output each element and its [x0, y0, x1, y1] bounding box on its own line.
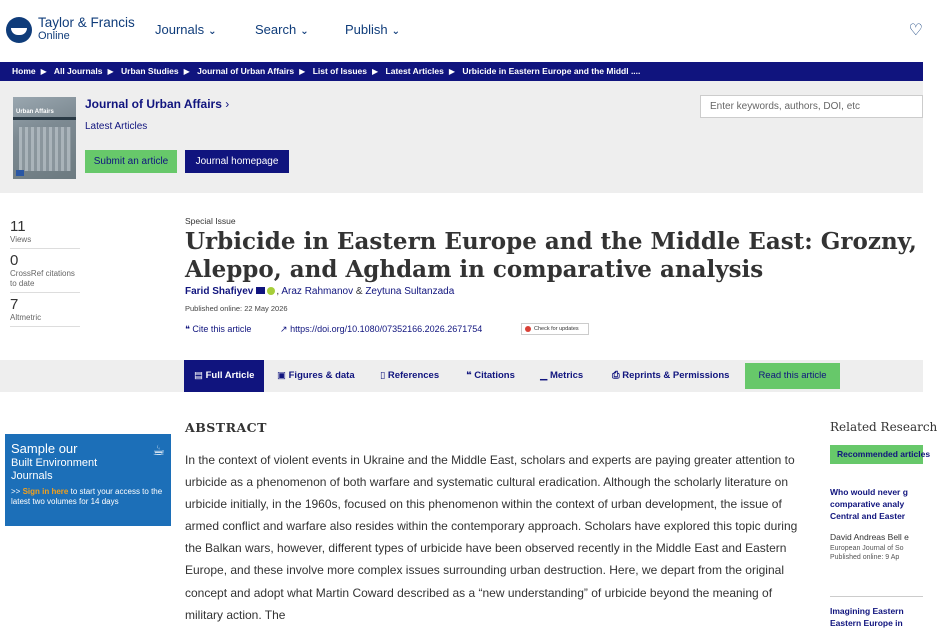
top-navigation — [0, 0, 923, 62]
tab-full-article[interactable]: ▤ Full Article — [184, 360, 264, 392]
related-article[interactable] — [830, 605, 923, 629]
submit-article-button[interactable]: Submit an article — [85, 150, 177, 173]
breadcrumb-all-journals[interactable]: All Journals — [53, 66, 103, 76]
search-input[interactable]: Enter keywords, authors, DOI, etc — [700, 95, 923, 118]
related-article-title-line: Central and Easter — [830, 511, 906, 521]
image-icon: ▣ — [277, 370, 286, 381]
published-date: Published online: 22 May 2026 — [185, 304, 288, 313]
crossref-label: CrossRef citations to date — [10, 269, 80, 293]
nav-publish[interactable]: Publish ⌄ — [345, 22, 401, 37]
author-link[interactable]: Zeytuna Sultanzada — [365, 286, 455, 297]
promo-line-1: Sample our — [11, 441, 78, 456]
views-label: Views — [10, 235, 80, 249]
triangle-right-icon: ▶ — [183, 67, 190, 76]
related-article-journal: European Journal of So — [830, 545, 904, 552]
breadcrumb-journal[interactable]: Journal of Urban Affairs — [197, 66, 295, 76]
user-icon[interactable]: ♡ — [908, 22, 923, 39]
tab-citations[interactable]: ❝ Citations — [466, 370, 515, 381]
breadcrumb-list-of-issues[interactable]: List of Issues — [312, 66, 368, 76]
promo-banner[interactable] — [5, 434, 171, 526]
triangle-right-icon: ▶ — [372, 67, 379, 76]
promo-body: >> Sign in here to start your access to the latest two volumes for 14 days — [11, 487, 163, 506]
chevron-down-icon: ⌄ — [208, 26, 217, 37]
read-article-button[interactable]: Read this article — [745, 363, 840, 389]
chevron-down-icon: ⌄ — [391, 26, 401, 37]
cover-title: Urban Affairs — [16, 109, 54, 115]
tab-figures-data[interactable]: ▣ Figures & data — [277, 370, 355, 381]
logo-main-text: Taylor & Francis — [38, 15, 135, 30]
quote-icon: ❝ — [185, 324, 190, 334]
sign-in-link[interactable]: Sign in here — [22, 487, 69, 496]
teacup-icon: ☕ — [152, 442, 165, 458]
tab-metrics[interactable]: ▁ Metrics — [540, 370, 584, 381]
bar-chart-icon: ▁ — [540, 370, 548, 381]
external-link-icon: ↗ — [280, 324, 288, 334]
promo-line-2: Built Environment — [11, 457, 98, 469]
views-count: 11 — [10, 218, 26, 235]
nav-search[interactable]: Search ⌄ — [255, 22, 309, 37]
nav-journals[interactable]: Journals ⌄ — [155, 22, 217, 37]
document-icon: ▤ — [194, 370, 203, 381]
doi-link[interactable]: ↗ https://doi.org/10.1080/07352166.2026.2671754 — [280, 324, 483, 334]
related-article-title-line: comparative analy — [830, 499, 905, 509]
cite-article-link[interactable]: ❝ Cite this article — [185, 324, 252, 334]
breadcrumb-current: Urbicide in Eastern Europe and the Middl .... — [462, 66, 641, 76]
triangle-right-icon: ▶ — [107, 67, 114, 76]
breadcrumb-latest-articles[interactable]: Latest Articles — [385, 66, 444, 76]
article-title: Urbicide in Eastern Europe and the Middle East: Grozny, Aleppo, and Aghdam in comparative analysis — [185, 228, 917, 283]
abstract-text: In the context of violent events in Ukraine and the Middle East, scholars and experts are paying greater attention to urbicide as a phenomenon of both warfare and systematic cultural eradication. Although the scholarly literature on urbicide initially, in the 1960s, focused on this phenomenon within the context of urban development, the issue of armed conflict and warfare also resides within the contemporary approach. Scholars have explored this topic during the Balkan wars, however, different types of urbicide have been observed recently in the Middle East and Eastern Europe, and these involve more complex issues surrounding urban destruction. Here, we depart from the original concept and adopt what Martin Coward described as a “new understanding” of urbicide beyond the meaning of military action. The — [185, 453, 798, 622]
orcid-icon[interactable] — [267, 287, 275, 295]
check-for-updates-button[interactable]: Check for updates — [521, 323, 589, 335]
related-article-author: David Andreas Bell e — [830, 532, 909, 542]
altmetric-count: 7 — [10, 296, 19, 313]
related-research-heading: Related Research — [830, 420, 937, 434]
abstract-heading: ABSTRACT — [185, 420, 267, 435]
article-metrics-sidebar — [10, 219, 80, 331]
journal-title-link[interactable]: Journal of Urban Affairs › — [85, 97, 230, 111]
journal-homepage-button[interactable]: Journal homepage — [185, 150, 289, 173]
tab-references[interactable]: ▯ References — [380, 370, 440, 381]
breadcrumb-home[interactable]: Home — [12, 66, 36, 76]
quote-icon: ❝ — [466, 370, 472, 381]
tab-reprints-permissions[interactable]: ⎙ Reprints & Permissions — [612, 370, 730, 381]
promo-line-3: Journals — [11, 470, 53, 482]
related-article-title-line: Eastern Europe in — [830, 618, 903, 628]
triangle-right-icon: ▶ — [40, 67, 47, 76]
article-type-label: Special Issue — [185, 216, 236, 226]
author-link[interactable]: Farid Shafiyev — [185, 286, 254, 297]
author-list: Farid Shafiyev , Araz Rahmanov & Zeytuna Sultanzada — [185, 286, 455, 297]
breadcrumb — [0, 62, 923, 81]
book-icon: ▯ — [380, 370, 386, 381]
triangle-right-icon: ▶ — [448, 67, 455, 76]
altmetric-label: Altmetric — [10, 313, 80, 327]
breadcrumb-urban-studies[interactable]: Urban Studies — [121, 66, 179, 76]
chevron-right-icon: › — [225, 97, 230, 111]
related-article-title-line: Who would never g — [830, 487, 908, 497]
author-link[interactable]: Araz Rahmanov — [281, 286, 354, 297]
logo-icon — [6, 17, 32, 43]
journal-cover-image[interactable] — [13, 97, 76, 179]
article-tabs — [0, 360, 923, 392]
recommended-articles-tab[interactable]: Recommended articles — [830, 445, 923, 464]
related-article-title-line: Imagining Eastern — [830, 606, 904, 616]
taylor-francis-logo[interactable] — [6, 16, 135, 43]
journal-header — [0, 81, 923, 193]
chevron-down-icon: ⌄ — [300, 26, 309, 37]
crossref-count: 0 — [10, 252, 19, 269]
print-icon: ⎙ — [612, 370, 620, 381]
logo-sub-text: Online — [38, 29, 70, 42]
related-article[interactable] — [830, 486, 923, 561]
related-article-published: Published online: 9 Ap — [830, 554, 900, 561]
triangle-right-icon: ▶ — [299, 67, 306, 76]
envelope-icon[interactable] — [256, 287, 265, 294]
divider — [830, 596, 923, 597]
latest-articles-link[interactable]: Latest Articles — [85, 121, 148, 132]
